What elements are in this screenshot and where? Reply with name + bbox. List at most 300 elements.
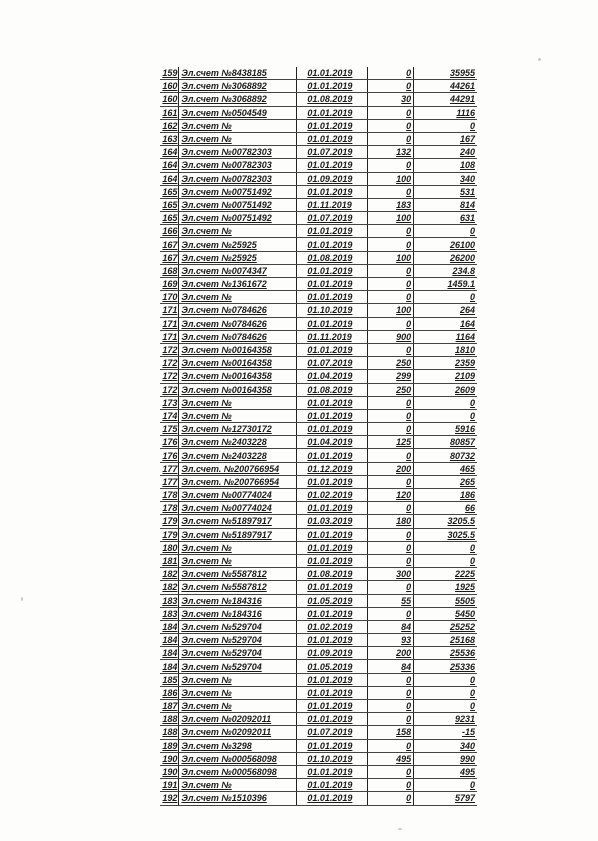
date: 01.01.2019	[297, 475, 367, 488]
row-number: 165	[160, 185, 179, 198]
row-number: 188	[160, 726, 179, 739]
table-row	[160, 634, 477, 647]
date: 01.01.2019	[297, 225, 367, 238]
quantity: 495	[367, 752, 414, 765]
amount: 2109	[414, 370, 477, 383]
account-name: Эл.счет №00782303	[179, 172, 297, 185]
date: 01.01.2019	[297, 634, 367, 647]
date: 01.01.2019	[297, 779, 367, 792]
amount: 0	[414, 673, 477, 686]
account-name: Эл.счет №02092011	[179, 713, 297, 726]
amount: 234.8	[414, 264, 477, 277]
table-row	[160, 172, 477, 185]
table-row	[160, 528, 477, 541]
row-number: 171	[160, 330, 179, 343]
date: 01.01.2019	[297, 502, 367, 515]
quantity: 55	[367, 594, 414, 607]
table-row	[160, 238, 477, 251]
row-number: 187	[160, 700, 179, 713]
account-name: Эл.счет №	[179, 396, 297, 409]
amount: 0	[414, 700, 477, 713]
table-row	[160, 146, 477, 159]
table-row	[160, 317, 477, 330]
date: 01.01.2019	[297, 765, 367, 778]
date: 01.08.2019	[297, 568, 367, 581]
date: 01.01.2019	[297, 238, 367, 251]
quantity: 0	[367, 132, 414, 145]
quantity: 0	[367, 792, 414, 805]
row-number: 191	[160, 779, 179, 792]
table-row	[160, 343, 477, 356]
quantity: 120	[367, 489, 414, 502]
table-row	[160, 409, 477, 422]
date: 01.01.2019	[297, 396, 367, 409]
amount: 2225	[414, 568, 477, 581]
account-name: Эл.счет №0784626	[179, 330, 297, 343]
account-name: Эл.счет №02092011	[179, 726, 297, 739]
account-name: Эл.счет №529704	[179, 647, 297, 660]
row-number: 172	[160, 383, 179, 396]
table-row	[160, 792, 477, 805]
quantity: 0	[367, 700, 414, 713]
row-number: 171	[160, 317, 179, 330]
amount: 108	[414, 159, 477, 172]
table-row	[160, 554, 477, 567]
table-row	[160, 291, 477, 304]
quantity: 0	[367, 765, 414, 778]
row-number: 184	[160, 647, 179, 660]
table-row	[160, 304, 477, 317]
row-number: 177	[160, 475, 179, 488]
account-name: Эл.счет №0784626	[179, 304, 297, 317]
date: 01.11.2019	[297, 198, 367, 211]
quantity: 0	[367, 264, 414, 277]
amount: 1116	[414, 106, 477, 119]
row-number: 165	[160, 198, 179, 211]
table-row	[160, 568, 477, 581]
table-row	[160, 80, 477, 93]
table-row	[160, 462, 477, 475]
date: 01.10.2019	[297, 304, 367, 317]
account-name: Эл.счет №0784626	[179, 317, 297, 330]
amount: 0	[414, 779, 477, 792]
table-row	[160, 132, 477, 145]
quantity: 0	[367, 686, 414, 699]
date: 01.01.2019	[297, 159, 367, 172]
table-row	[160, 607, 477, 620]
quantity: 0	[367, 423, 414, 436]
date: 01.12.2019	[297, 462, 367, 475]
table-row	[160, 594, 477, 607]
row-number: 192	[160, 792, 179, 805]
table-row	[160, 686, 477, 699]
amount: 0	[414, 554, 477, 567]
date: 01.01.2019	[297, 686, 367, 699]
date: 01.02.2019	[297, 620, 367, 633]
row-number: 171	[160, 304, 179, 317]
account-name: Эл.счет №12730172	[179, 423, 297, 436]
account-name: Эл.счет №0074347	[179, 264, 297, 277]
table-body	[160, 67, 477, 805]
quantity: 0	[367, 119, 414, 132]
row-number: 164	[160, 172, 179, 185]
table-row	[160, 620, 477, 633]
amount: 167	[414, 132, 477, 145]
amount: 340	[414, 739, 477, 752]
meter-account-table	[160, 67, 477, 806]
table-row	[160, 383, 477, 396]
amount: 240	[414, 146, 477, 159]
account-name: Эл.счет. №200766954	[179, 462, 297, 475]
account-name: Эл.счет №00164358	[179, 383, 297, 396]
quantity: 0	[367, 779, 414, 792]
table-row	[160, 739, 477, 752]
table-row	[160, 449, 477, 462]
account-name: Эл.счет №000568098	[179, 752, 297, 765]
quantity: 158	[367, 726, 414, 739]
row-number: 167	[160, 251, 179, 264]
quantity: 200	[367, 647, 414, 660]
row-number: 176	[160, 449, 179, 462]
row-number: 170	[160, 291, 179, 304]
amount: 2359	[414, 357, 477, 370]
date: 01.05.2019	[297, 594, 367, 607]
table-row	[160, 159, 477, 172]
quantity: 0	[367, 554, 414, 567]
account-name: Эл.счет №	[179, 119, 297, 132]
date: 01.01.2019	[297, 317, 367, 330]
quantity: 0	[367, 739, 414, 752]
table-row	[160, 198, 477, 211]
amount: 0	[414, 686, 477, 699]
row-number: 185	[160, 673, 179, 686]
date: 01.01.2019	[297, 607, 367, 620]
account-name: Эл.счет №184316	[179, 594, 297, 607]
row-number: 190	[160, 765, 179, 778]
table-row	[160, 396, 477, 409]
row-number: 184	[160, 620, 179, 633]
table-row	[160, 765, 477, 778]
amount: 5505	[414, 594, 477, 607]
row-number: 189	[160, 739, 179, 752]
row-number: 172	[160, 357, 179, 370]
row-number: 160	[160, 93, 179, 106]
account-name: Эл.счет №2403228	[179, 436, 297, 449]
row-number: 169	[160, 278, 179, 291]
table-row	[160, 779, 477, 792]
quantity: 0	[367, 185, 414, 198]
table-row	[160, 436, 477, 449]
row-number: 166	[160, 225, 179, 238]
table-row	[160, 225, 477, 238]
amount: 631	[414, 212, 477, 225]
table-row	[160, 752, 477, 765]
quantity: 250	[367, 383, 414, 396]
account-name: Эл.счет №	[179, 132, 297, 145]
amount: 2609	[414, 383, 477, 396]
amount: 0	[414, 396, 477, 409]
quantity: 0	[367, 159, 414, 172]
date: 01.08.2019	[297, 251, 367, 264]
date: 01.09.2019	[297, 647, 367, 660]
date: 01.01.2019	[297, 67, 367, 80]
amount: 990	[414, 752, 477, 765]
amount: 814	[414, 198, 477, 211]
row-number: 163	[160, 132, 179, 145]
table-row	[160, 673, 477, 686]
quantity: 180	[367, 515, 414, 528]
date: 01.01.2019	[297, 291, 367, 304]
quantity: 0	[367, 225, 414, 238]
account-name: Эл.счет №	[179, 291, 297, 304]
date: 01.08.2019	[297, 93, 367, 106]
quantity: 0	[367, 396, 414, 409]
quantity: 299	[367, 370, 414, 383]
account-name: Эл.счет №8438185	[179, 67, 297, 80]
table-row	[160, 67, 477, 80]
quantity: 0	[367, 502, 414, 515]
table-row	[160, 264, 477, 277]
account-name: Эл.счет №5587812	[179, 581, 297, 594]
row-number: 172	[160, 343, 179, 356]
account-name: Эл.счет №25925	[179, 251, 297, 264]
row-number: 160	[160, 80, 179, 93]
quantity: 0	[367, 238, 414, 251]
amount: 5797	[414, 792, 477, 805]
account-name: Эл.счет №00751492	[179, 198, 297, 211]
account-name: Эл.счет №2403228	[179, 449, 297, 462]
date: 01.04.2019	[297, 370, 367, 383]
amount: 465	[414, 462, 477, 475]
amount: 25336	[414, 660, 477, 673]
amount: 0	[414, 409, 477, 422]
amount: 164	[414, 317, 477, 330]
amount: 26100	[414, 238, 477, 251]
row-number: 172	[160, 370, 179, 383]
date: 01.01.2019	[297, 106, 367, 119]
table-row	[160, 423, 477, 436]
row-number: 179	[160, 515, 179, 528]
quantity: 0	[367, 278, 414, 291]
quantity: 0	[367, 528, 414, 541]
table-row	[160, 713, 477, 726]
quantity: 84	[367, 660, 414, 673]
amount: 3025.5	[414, 528, 477, 541]
date: 01.09.2019	[297, 172, 367, 185]
account-name: Эл.счет №5587812	[179, 568, 297, 581]
account-name: Эл.счет №529704	[179, 620, 297, 633]
account-name: Эл.счет №51897917	[179, 515, 297, 528]
quantity: 125	[367, 436, 414, 449]
row-number: 188	[160, 713, 179, 726]
date: 01.01.2019	[297, 264, 367, 277]
amount: 265	[414, 475, 477, 488]
date: 01.11.2019	[297, 330, 367, 343]
table-row	[160, 106, 477, 119]
account-name: Эл.счет №529704	[179, 660, 297, 673]
quantity: 84	[367, 620, 414, 633]
row-number: 174	[160, 409, 179, 422]
row-number: 167	[160, 238, 179, 251]
date: 01.07.2019	[297, 726, 367, 739]
quantity: 183	[367, 198, 414, 211]
amount: 26200	[414, 251, 477, 264]
amount: 25168	[414, 634, 477, 647]
account-name: Эл.счет №00751492	[179, 185, 297, 198]
date: 01.01.2019	[297, 673, 367, 686]
row-number: 182	[160, 581, 179, 594]
account-name: Эл.счет №	[179, 779, 297, 792]
date: 01.05.2019	[297, 660, 367, 673]
account-name: Эл.счет №00751492	[179, 212, 297, 225]
amount: 531	[414, 185, 477, 198]
row-number: 179	[160, 528, 179, 541]
account-name: Эл.счет №000568098	[179, 765, 297, 778]
quantity: 0	[367, 106, 414, 119]
amount: 80732	[414, 449, 477, 462]
amount: 1459.1	[414, 278, 477, 291]
date: 01.01.2019	[297, 80, 367, 93]
date: 01.01.2019	[297, 119, 367, 132]
table-row	[160, 502, 477, 515]
account-name: Эл.счет №3068892	[179, 80, 297, 93]
amount: 44291	[414, 93, 477, 106]
account-name: Эл.счет №184316	[179, 607, 297, 620]
amount: 25252	[414, 620, 477, 633]
date: 01.01.2019	[297, 449, 367, 462]
date: 01.01.2019	[297, 700, 367, 713]
scan-speck	[21, 597, 23, 601]
date: 01.07.2019	[297, 357, 367, 370]
account-name: Эл.счет №3068892	[179, 93, 297, 106]
date: 01.01.2019	[297, 185, 367, 198]
row-number: 177	[160, 462, 179, 475]
row-number: 190	[160, 752, 179, 765]
date: 01.01.2019	[297, 792, 367, 805]
quantity: 200	[367, 462, 414, 475]
row-number: 162	[160, 119, 179, 132]
amount: 25536	[414, 647, 477, 660]
quantity: 0	[367, 581, 414, 594]
date: 01.01.2019	[297, 739, 367, 752]
date: 01.04.2019	[297, 436, 367, 449]
amount: 9231	[414, 713, 477, 726]
quantity: 30	[367, 93, 414, 106]
amount: 264	[414, 304, 477, 317]
account-name: Эл.счет №00164358	[179, 370, 297, 383]
date: 01.07.2019	[297, 212, 367, 225]
quantity: 0	[367, 291, 414, 304]
quantity: 93	[367, 634, 414, 647]
quantity: 0	[367, 343, 414, 356]
quantity: 0	[367, 673, 414, 686]
date: 01.02.2019	[297, 489, 367, 502]
row-number: 178	[160, 489, 179, 502]
quantity: 0	[367, 317, 414, 330]
account-name: Эл.счет №	[179, 554, 297, 567]
date: 01.01.2019	[297, 528, 367, 541]
quantity: 100	[367, 304, 414, 317]
row-number: 161	[160, 106, 179, 119]
account-name: Эл.счет. №200766954	[179, 475, 297, 488]
table-row	[160, 119, 477, 132]
quantity: 250	[367, 357, 414, 370]
amount: 5916	[414, 423, 477, 436]
quantity: 0	[367, 541, 414, 554]
account-name: Эл.счет №25925	[179, 238, 297, 251]
table-row	[160, 93, 477, 106]
row-number: 186	[160, 686, 179, 699]
table-row	[160, 475, 477, 488]
account-name: Эл.счет №0504549	[179, 106, 297, 119]
table-row	[160, 726, 477, 739]
amount: 35955	[414, 67, 477, 80]
account-name: Эл.счет №00164358	[179, 343, 297, 356]
row-number: 175	[160, 423, 179, 436]
date: 01.01.2019	[297, 554, 367, 567]
amount: 1810	[414, 343, 477, 356]
table-row	[160, 489, 477, 502]
account-name: Эл.счет №1510396	[179, 792, 297, 805]
row-number: 168	[160, 264, 179, 277]
quantity: 0	[367, 80, 414, 93]
account-name: Эл.счет №00774024	[179, 489, 297, 502]
quantity: 900	[367, 330, 414, 343]
quantity: 300	[367, 568, 414, 581]
table-row	[160, 212, 477, 225]
account-name: Эл.счет №	[179, 673, 297, 686]
row-number: 176	[160, 436, 179, 449]
date: 01.07.2019	[297, 146, 367, 159]
quantity: 0	[367, 449, 414, 462]
account-name: Эл.счет №51897917	[179, 528, 297, 541]
table-row	[160, 541, 477, 554]
amount: 66	[414, 502, 477, 515]
quantity: 0	[367, 67, 414, 80]
date: 01.08.2019	[297, 383, 367, 396]
account-name: Эл.счет №529704	[179, 634, 297, 647]
account-name: Эл.счет №	[179, 225, 297, 238]
table-row	[160, 330, 477, 343]
date: 01.01.2019	[297, 409, 367, 422]
amount: 340	[414, 172, 477, 185]
account-name: Эл.счет №1361672	[179, 278, 297, 291]
date: 01.10.2019	[297, 752, 367, 765]
table-row	[160, 647, 477, 660]
date: 01.01.2019	[297, 278, 367, 291]
row-number: 184	[160, 660, 179, 673]
scan-speck	[398, 828, 402, 830]
row-number: 164	[160, 146, 179, 159]
account-name: Эл.счет №	[179, 409, 297, 422]
account-name: Эл.счет №	[179, 686, 297, 699]
amount: 0	[414, 291, 477, 304]
row-number: 183	[160, 594, 179, 607]
amount: 3205.5	[414, 515, 477, 528]
date: 01.01.2019	[297, 541, 367, 554]
amount: 5450	[414, 607, 477, 620]
table-row	[160, 660, 477, 673]
table-row	[160, 581, 477, 594]
amount: 1164	[414, 330, 477, 343]
row-number: 173	[160, 396, 179, 409]
table-row	[160, 700, 477, 713]
date: 01.03.2019	[297, 515, 367, 528]
quantity: 0	[367, 607, 414, 620]
row-number: 182	[160, 568, 179, 581]
account-name: Эл.счет №00782303	[179, 159, 297, 172]
quantity: 100	[367, 251, 414, 264]
